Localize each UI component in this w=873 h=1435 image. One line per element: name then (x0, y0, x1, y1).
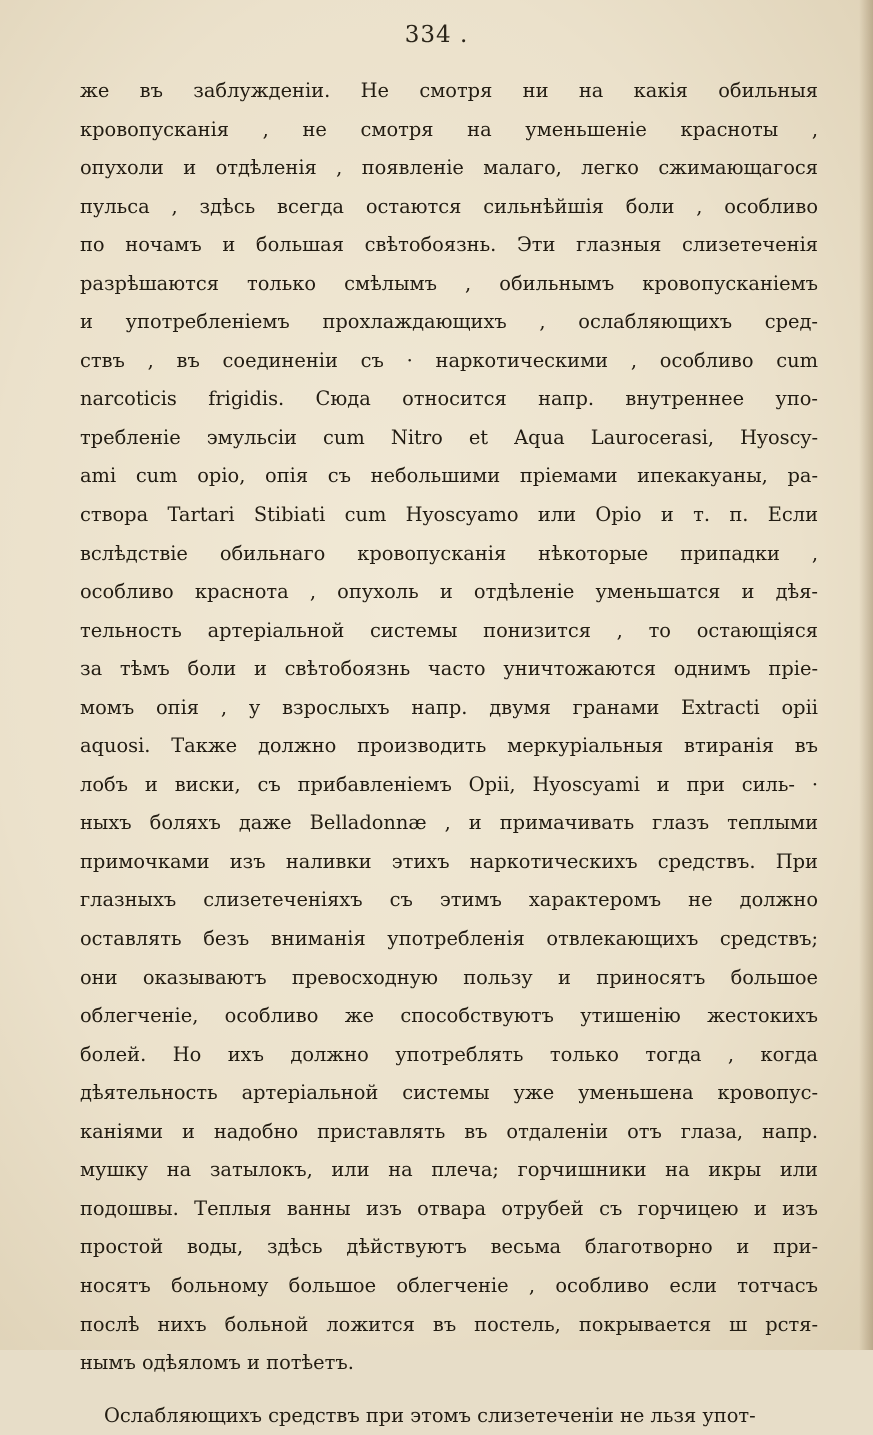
text-line: облегченіе, особливо же способствуютъ утишенію жестокихъ (80, 1004, 818, 1028)
text-line: глазныхъ слизетеченіяхъ съ этимъ характеромъ не должно (80, 888, 818, 912)
text-line: они оказываютъ превосходную пользу и приносятъ большое (80, 965, 818, 989)
text-line: требленіе эмульсіи cum Nitro et Aqua Laurocerasi, Hyoscy- (80, 425, 818, 449)
body-text (80, 72, 818, 1435)
text-line: по ночамъ и большая свѣтобоязнь. Эти глазныя слизетеченія (80, 233, 818, 257)
text-line: мушку на затылокъ, или на плеча; горчишники на икры или (80, 1158, 818, 1182)
text-line: пульса , здѣсь всегда остаются сильнѣйшія боли , особливо (80, 194, 818, 218)
text-line: подошвы. Теплыя ванны изъ отвара отрубей съ горчицею и изъ (80, 1196, 818, 1220)
text-line: ami cum opio, опія съ небольшими пріемами ипекакуаны, ра- (80, 464, 818, 488)
text-line: оставлять безъ вниманія употребленія отвлекающихъ средствъ; (80, 927, 818, 951)
text-line: особливо краснота , опухоль и отдѣленіе уменьшатся и дѣя- (80, 580, 818, 604)
text-line: Ослабляющихъ средствъ при этомъ слизетеченіи не льзя упот- (104, 1403, 756, 1427)
text-line: нымъ одѣяломъ и потѣетъ. (80, 1351, 354, 1375)
text-line: простой воды, здѣсь дѣйствуютъ весьма благотворно и при- (80, 1235, 818, 1259)
text-line: послѣ нихъ больной ложится въ постель, покрывается ш рстя- (80, 1312, 818, 1336)
text-line: дѣятельность артеріальной системы уже уменьшена кровопус- (80, 1081, 818, 1105)
text-line: ствъ , въ соединеніи съ · наркотическими , особливо cum (80, 348, 818, 372)
text-line: носятъ больному большое облегченіе , особливо если тотчасъ (80, 1273, 818, 1297)
text-line: narcoticis frigidis. Сюда относится напр. внутреннее упо- (80, 387, 818, 411)
text-line: лобъ и виски, съ прибавленіемъ Opii, Hyoscyami и при силь- · (80, 772, 818, 796)
text-line: за тѣмъ боли и свѣтобоязнь часто уничтожаются однимъ прie- (80, 657, 818, 681)
text-line: вслѣдствіе обильнаго кровопусканія нѣкоторые припадки , (80, 541, 818, 565)
text-line: разрѣшаются только смѣлымъ , обильнымъ кровопусканіемъ (80, 271, 818, 295)
text-line: опухоли и отдѣленія , появленіе малаго, легко сжимающагося (80, 156, 818, 180)
page-number: 334 . (404, 22, 469, 48)
text-line: примочками изъ наливки этихъ наркотическихъ средствъ. При (80, 849, 818, 873)
text-line: aquosi. Также должно производить меркуріальныя втиранія въ (80, 734, 818, 758)
text-line: момъ опія , у взрослыхъ напр. двумя гранами Extracti opii (80, 695, 818, 719)
page-edge-shadow (859, 0, 873, 1350)
text-line: ныхъ боляхъ даже Belladonnæ , и примачивать глазъ теплыми (80, 811, 818, 835)
text-line: же въ заблужденіи. Не смотря ни на какія обильныя (80, 79, 818, 102)
text-line: каніями и надобно приставлять въ отдаленіи отъ глаза, напр. (80, 1119, 818, 1143)
text-line: кровопусканія , не смотря на уменьшеніе красноты , (80, 117, 818, 141)
paragraph-spacer (80, 1383, 818, 1397)
text-line: створа Tartari Stibiati cum Hyoscyamo или Opio и т. п. Если (80, 503, 818, 527)
text-line: болей. Но ихъ должно употреблять только тогда , когда (80, 1042, 818, 1066)
text-line: тельность артеріальной системы понизится , то остающіяся (80, 618, 818, 642)
text-line: и употребленіемъ прохлаждающихъ , ослабляющихъ сред- (80, 310, 818, 334)
